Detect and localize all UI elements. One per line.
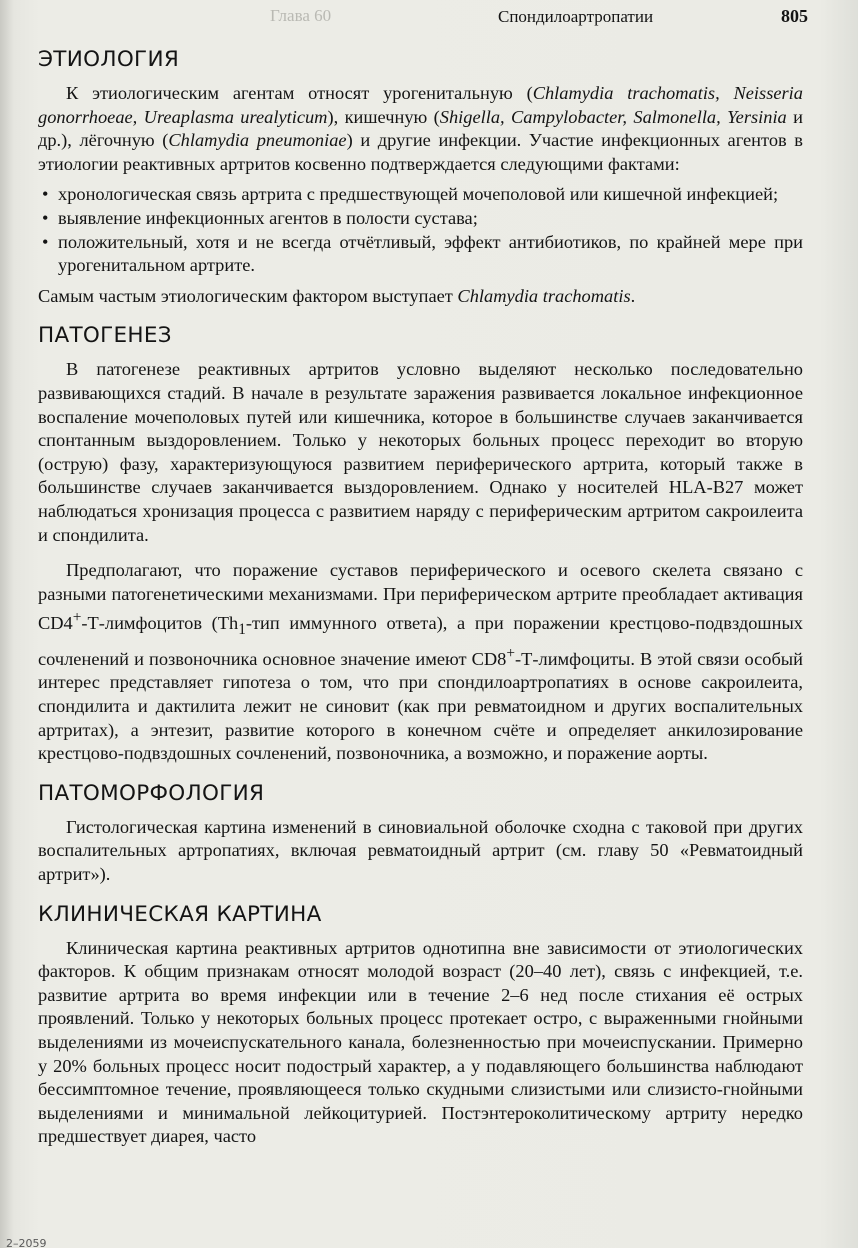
bullet-icon: •: [42, 184, 49, 205]
heading-pathogenesis: ПАТОГЕНЕЗ: [38, 323, 172, 349]
list-item: • положительный, хотя и не всегда отчётливый, эффект антибиотиков, по крайней мере при урогенитальном артрите.: [42, 231, 803, 276]
page-content: [38, 46, 803, 1149]
running-head-title: Спондилоартропатии: [498, 7, 654, 26]
bullet-icon: •: [42, 207, 49, 228]
page-number: 805: [781, 6, 808, 26]
etiology-closing: Самым частым этиологическим фактором выступает Chlamydia trachomatis.: [38, 285, 636, 306]
heading-pathomorphology: ПАТОМОРФОЛОГИЯ: [38, 780, 265, 806]
list-item: • выявление инфекционных агентов в полости сустава;: [38, 207, 803, 231]
signature-mark: 2–2059: [6, 1237, 47, 1248]
etiology-intro: К этиологическим агентам относят урогенитальную (Chlamydia trachomatis, Neisseria gonorrhoeae, Ureaplasma urealyticum), кишечную (Shigella, Campylobacter, Salmonella, Yersinia и др.), лёгочную (Chlamydia pneumoniae) и другие инфекции. Участие инфекционных агентов в этиологии реактивных артритов косвенно подтверждается следующими фактами:: [38, 83, 803, 174]
running-head: [498, 6, 808, 27]
clinical-paragraph: Клиническая картина реактивных артритов однотипна вне зависимости от этиологических факторов. К общим признакам относят молодой возраст (20–40 лет), связь с инфекцией, т.е. развитие артрита во время инфекции или в течение 2–6 нед после стихания её острых проявлений. Только у некоторых больных процесс протекает остро, с выраженными гнойными выделениями из мочеиспускательного канала, болезненностью при мочеиспускании. Примерно у 20% больных процесс носит подострый характер, а у подавляющего большинства наблюдают бессимптомное течение, проявляющееся только скудными слизистыми или слизисто-гнойными выделениями и минимальной лейкоцитурией. Постэнтероколитическому артриту нередко предшествует диарея, часто: [38, 937, 803, 1147]
etiology-evidence-list: [38, 183, 803, 277]
bullet-icon: •: [42, 231, 49, 252]
pathogenesis-paragraph-1: В патогенезе реактивных артритов условно выделяют несколько последовательно развивающихся стадий. В начале в результате заражения развивается локальное инфекционное воспаление мочеполовых путей или кишечника, которое в большинстве случаев заканчивается спонтанным выздоровлением. Только у некоторых больных процесс переходит во вторую (острую) фазу, характеризующуюся развитием периферического артрита, который также в большинстве случаев заканчивается выздоровлением. Однако у носителей HLA-B27 может наблюдаться хронизация процесса с развитием наряду с периферическим артритом сакроилеита и спондилита.: [38, 359, 803, 545]
list-item: • хронологическая связь артрита с предшествующей мочеполовой или кишечной инфекцией;: [38, 183, 803, 207]
show-through-text: Глава 60: [270, 6, 332, 25]
heading-clinical-picture: КЛИНИЧЕСКАЯ КАРТИНА: [38, 901, 322, 927]
pathomorphology-paragraph: Гистологическая картина изменений в синовиальной оболочке сходна с таковой при других воспалительных артропатиях, включая ревматоидный артрит (см. главу 50 «Ревматоидный артрит»).: [38, 816, 803, 884]
pathogenesis-paragraph-2: Предполагают, что поражение суставов периферического и осевого скелета связано с разными патогенетическими механизмами. При периферическом артрите преобладает активация CD4+-Т-лимфоцитов ($Th_1$-тип иммунного ответа), а при поражении крестцово-подвздошных сочленений и позвоночника основное значение имеют CD8+-Т-лимфоциты. В этой связи особый интерес представляет гипотеза о том, что при спондилоартропатиях в основе сакроилеита, спондилита и дактилита лежит не синовит (как при ревматоидном и других воспалительных артритах), а энтезит, развитие которого в конечном счёте и определяет анкилозирование крестцово-подвздошных сочленений, позвоночника, а возможно, и поражение аорты.: [38, 560, 804, 764]
heading-etiology: ЭТИОЛОГИЯ: [38, 47, 180, 72]
